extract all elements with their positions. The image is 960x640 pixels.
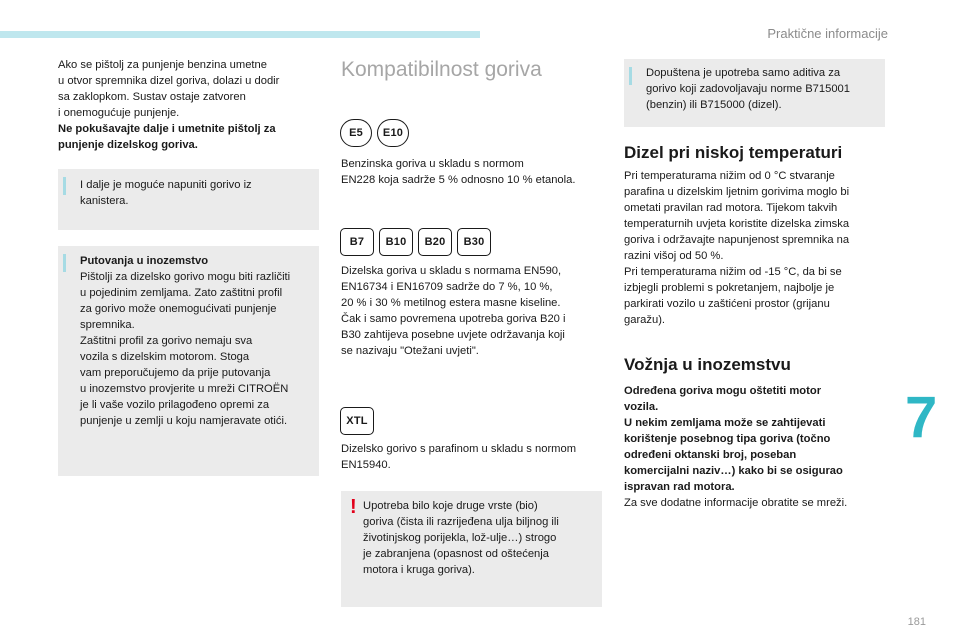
info-accent-bar xyxy=(63,254,66,272)
diesel-cold-line: razini višoj od 50 %. xyxy=(624,250,724,262)
info-line: punjenje u zemlji u koju namjeravate otići. xyxy=(80,415,288,427)
petrol-description xyxy=(341,156,603,188)
diesel-cold-line: Pri temperaturama nižim od -15 °C, da bi se xyxy=(624,266,842,278)
info-line: spremnika. xyxy=(80,319,135,331)
intro-line: sa zaklopkom. Sustav ostaje zatvoren xyxy=(58,91,246,103)
page-number: 181 xyxy=(907,616,926,628)
warning-line: životinjskog porijekla, lož-ulje…) strogo xyxy=(363,532,557,544)
info-box-canister xyxy=(58,169,319,230)
info-box-additives xyxy=(624,59,885,127)
info-line: za gorivo može onemogućivati punjenje xyxy=(80,303,277,315)
xtl-line: EN15940. xyxy=(341,459,391,471)
abroad-line: Određena goriva mogu oštetiti motor xyxy=(624,385,822,397)
info-line: vam preporučujemo da prije putovanja xyxy=(80,367,271,379)
abroad-line: U nekim zemljama može se zahtijevati xyxy=(624,417,826,429)
diesel-cold-line: parkirati vozilo u zaštićeni prostor (grijanu xyxy=(624,298,830,310)
intro-line: i onemogućuje punjenje. xyxy=(58,107,180,119)
abroad-line: komercijalni naziv…) kako bi se osigurao xyxy=(624,465,843,477)
warning-box-fuel xyxy=(341,491,602,607)
petrol-line: Benzinska goriva u skladu s normom xyxy=(341,158,524,170)
fuel-badge-xtl: XTL xyxy=(340,407,374,435)
diesel-line: Čak i samo povremena upotreba goriva B20 i xyxy=(341,313,566,325)
petrol-line: EN228 koja sadrže 5 % odnosno 10 % etanola. xyxy=(341,174,576,186)
warning-line: Upotreba bilo koje druge vrste (bio) xyxy=(363,500,538,512)
diesel-cold-line: ometati pravilan rad motora. Tijekom takvih xyxy=(624,202,838,214)
header-accent-bar xyxy=(0,31,480,38)
heading-diesel-cold: Dizel pri niskoj temperaturi xyxy=(624,143,843,162)
info-line: kanistera. xyxy=(80,195,129,207)
diesel-line: EN16734 i EN16709 sadrže do 7 %, 10 %, xyxy=(341,281,553,293)
diesel-cold-line: izbjegli problemi s pokretanjem, najbolje je xyxy=(624,282,835,294)
diesel-fuel-badges xyxy=(340,228,491,256)
diesel-cold-line: Pri temperaturama nižim od 0 °C stvaranje xyxy=(624,170,835,182)
heading-driving-abroad: Vožnja u inozemstvu xyxy=(624,355,791,374)
info-line: u pojedinim zemljama. Zato zaštitni profil xyxy=(80,287,283,299)
page-title: Kompatibilnost goriva xyxy=(341,58,542,81)
intro-line: Ako se pištolj za punjenje benzina umetne xyxy=(58,59,267,71)
fuel-badge-e5: E5 xyxy=(340,119,372,147)
diesel-cold-line: temperaturnih uvjeta koristite dizelska zimska xyxy=(624,218,850,230)
diesel-cold-line: goriva i održavajte napunjenost spremnika na xyxy=(624,234,850,246)
fuel-badge-b7: B7 xyxy=(340,228,374,256)
abroad-line: Za sve dodatne informacije obratite se mreži. xyxy=(624,497,848,509)
diesel-line: se nazivaju "Otežani uvjeti". xyxy=(341,345,479,357)
info-line: I dalje je moguće napuniti gorivo iz xyxy=(80,179,252,191)
intro-warning-line: punjenje dizelskog goriva. xyxy=(58,139,198,151)
abroad-line: određeni oktanski broj, poseban xyxy=(624,449,797,461)
abroad-line: korištenje posebnog tipa goriva (točno xyxy=(624,433,831,445)
chapter-number: 7 xyxy=(905,385,938,450)
intro-warning-line: Ne pokušavajte dalje i umetnite pištolj za xyxy=(58,123,276,135)
warning-line: motora i kruga goriva). xyxy=(363,564,475,576)
info-accent-bar xyxy=(629,67,632,85)
warning-line: goriva (čista ili razrijeđena ulja biljnog ili xyxy=(363,516,559,528)
info-box-travel-abroad xyxy=(58,246,319,476)
abroad-line: ispravan rad motora. xyxy=(624,481,735,493)
diesel-line: B30 zahtijeva posebne uvjete održavanja koji xyxy=(341,329,565,341)
info-line: vozila s dizelskim motorom. Stoga xyxy=(80,351,250,363)
warning-icon: ! xyxy=(350,496,357,518)
diesel-line: Dizelska goriva u skladu s normama EN590, xyxy=(341,265,562,277)
diesel-cold-line: parafina u dizelskim ljetnim gorivima moglo bi xyxy=(624,186,850,198)
fuel-badge-e10: E10 xyxy=(377,119,409,147)
info-line: (benzin) ili B715000 (dizel). xyxy=(646,99,782,111)
info-line: Dopuštena je upotreba samo aditiva za xyxy=(646,67,841,79)
diesel-cold-line: garažu). xyxy=(624,314,666,326)
info-accent-bar xyxy=(63,177,66,195)
info-line: Pištolji za dizelsko gorivo mogu biti različiti xyxy=(80,271,291,283)
section-title: Praktične informacije xyxy=(767,26,888,41)
xtl-fuel-badges xyxy=(340,407,374,435)
intro-paragraph xyxy=(58,57,320,153)
info-line: gorivo koji zadovoljavaju norme B715001 xyxy=(646,83,850,95)
info-line: Zaštitni profil za gorivo nemaju sva xyxy=(80,335,253,347)
xtl-description xyxy=(341,441,603,473)
fuel-badge-b30: B30 xyxy=(457,228,491,256)
info-line: u inozemstvo provjerite u mreži CITROËN xyxy=(80,383,289,395)
info-line: je li vaše vozilo prilagođeno opremi za xyxy=(80,399,270,411)
warning-line: je zabranjena (opasnost od oštećenja xyxy=(363,548,549,560)
abroad-line: vozila. xyxy=(624,401,659,413)
fuel-badge-b10: B10 xyxy=(379,228,413,256)
diesel-line: 20 % i 30 % metilnog estera masne kiseline. xyxy=(341,297,561,309)
diesel-description xyxy=(341,263,603,359)
info-box-title: Putovanja u inozemstvo xyxy=(80,255,209,267)
xtl-line: Dizelsko gorivo s parafinom u skladu s normom xyxy=(341,443,577,455)
intro-line: u otvor spremnika dizel goriva, dolazi u dodir xyxy=(58,75,280,87)
diesel-cold-paragraph xyxy=(624,168,886,328)
petrol-fuel-badges xyxy=(340,119,409,147)
fuel-badge-b20: B20 xyxy=(418,228,452,256)
driving-abroad-paragraph xyxy=(624,383,886,511)
